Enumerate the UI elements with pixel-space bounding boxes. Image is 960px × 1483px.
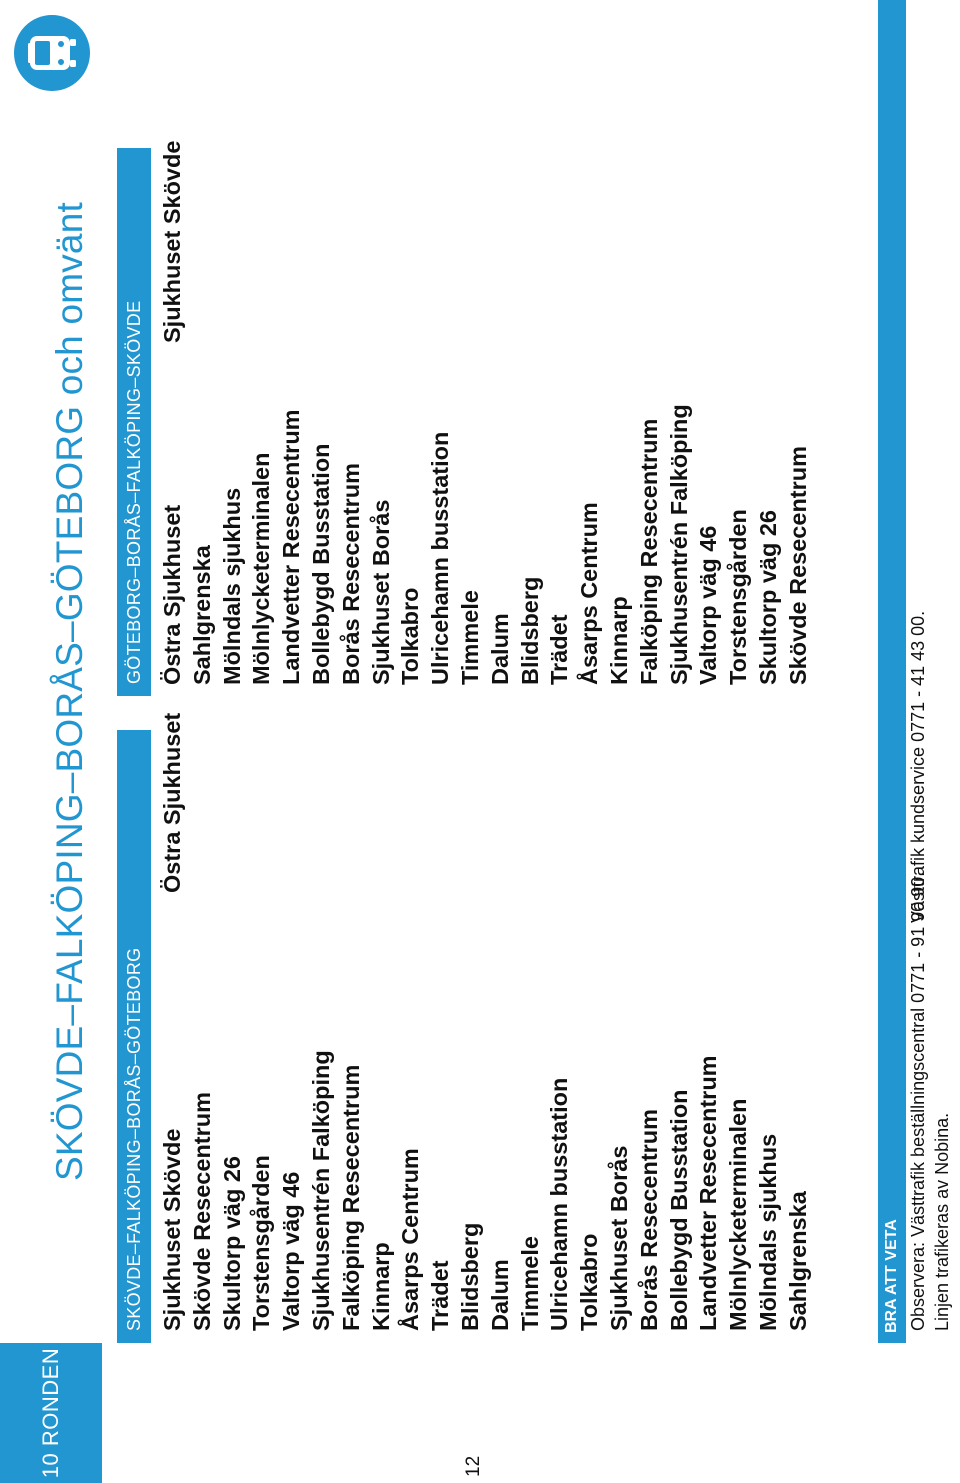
stop-item: Mölndals sjukhus [218, 487, 245, 685]
stop-item: Falköping Resecentrum [635, 418, 662, 685]
stop-item: Sjukhuset Skövde [159, 1128, 185, 1331]
stop-item: Landvetter Resecentrum [278, 409, 305, 685]
destination-right: Sjukhuset Skövde [159, 140, 185, 343]
stop-list-left [158, 1050, 814, 1331]
stop-item: Skultorp väg 26 [218, 1156, 245, 1331]
info-line-1: Observera: Västtrafik beställningscentral 0771 - 91 90 90. [908, 871, 928, 1331]
stop-item: Mölnlycketerminalen [725, 1098, 752, 1331]
stop-item: Timmele [516, 1236, 543, 1331]
stop-item: Falköping Resecentrum [337, 1064, 364, 1331]
info-bar [878, 0, 906, 1343]
destination-left: Östra Sjukhuset [159, 712, 185, 893]
stop-item: Torstensgården [248, 1155, 275, 1331]
stop-item: Skövde Resecentrum [784, 445, 811, 685]
stop-item: Tolkabro [397, 587, 424, 685]
route-header-left: SKÖVDE–FALKÖPING–BORÅS–GÖTEBORG [117, 730, 151, 1343]
stop-item: Mölndals sjukhus [754, 1133, 781, 1331]
stop-item: Borås Resecentrum [337, 462, 364, 685]
stop-item: Bollebygd Busstation [307, 443, 334, 685]
stop-item: Blidsberg [516, 576, 543, 685]
stop-item: Sjukhuset Borås [367, 499, 394, 685]
stop-item: Ulricehamn busstation [546, 1077, 573, 1331]
stop-item: Östra Sjukhuset [159, 504, 185, 685]
stop-item: Skultorp väg 26 [754, 510, 781, 685]
stop-item: Borås Resecentrum [635, 1108, 662, 1331]
stop-item: Åsarps Centrum [576, 502, 603, 685]
info-line-2: Linjen trafikeras av Nobina. [932, 1112, 952, 1331]
route-header-right: GÖTEBORG–BORÅS–FALKÖPING–SKÖVDE [117, 148, 151, 696]
page-title-main: SKÖVDE–FALKÖPING–BORÅS–GÖTEBORG [49, 405, 90, 1181]
stop-item: Valtorp väg 46 [695, 525, 722, 685]
stop-item: Mölnlycketerminalen [248, 452, 275, 685]
stop-item: Blidsberg [456, 1222, 483, 1331]
stop-item: Sahlgrenska [188, 545, 215, 685]
route-badge-label: 10 RONDEN [38, 1347, 63, 1479]
stop-item: Sjukhusentrén Falköping [307, 1050, 334, 1331]
stop-item: Torstensgården [725, 509, 752, 685]
stop-item: Kinnarp [367, 1242, 394, 1331]
page-number: 12 [463, 1455, 484, 1477]
page-title [48, 202, 92, 1181]
stop-item: Skövde Resecentrum [188, 1091, 215, 1331]
info-customer-service: Västtrafik kundservice 0771 - 41 43 00. [908, 610, 928, 923]
stop-item: Dalum [486, 613, 513, 685]
stop-item: Trädet [427, 1260, 454, 1331]
bus-icon [14, 15, 90, 91]
stop-item: Landvetter Resecentrum [695, 1055, 722, 1331]
stop-item: Bollebygd Busstation [665, 1089, 692, 1331]
stop-item: Kinnarp [605, 596, 632, 685]
stop-item: Dalum [486, 1259, 513, 1331]
stop-item: Valtorp väg 46 [278, 1171, 305, 1331]
stop-item: Ulricehamn busstation [427, 431, 454, 685]
page-title-suffix: och omvänt [49, 202, 90, 396]
stop-item: Sjukhuset Borås [605, 1145, 632, 1331]
stop-item: Timmele [456, 590, 483, 685]
info-title: BRA ATT VETA [883, 1219, 900, 1333]
stop-item: Sahlgrenska [784, 1191, 811, 1331]
stop-list-right [158, 404, 814, 685]
stop-item: Åsarps Centrum [397, 1148, 424, 1331]
stop-item: Tolkabro [576, 1233, 603, 1331]
stop-item: Trädet [546, 614, 573, 685]
stop-item: Sjukhusentrén Falköping [665, 404, 692, 685]
